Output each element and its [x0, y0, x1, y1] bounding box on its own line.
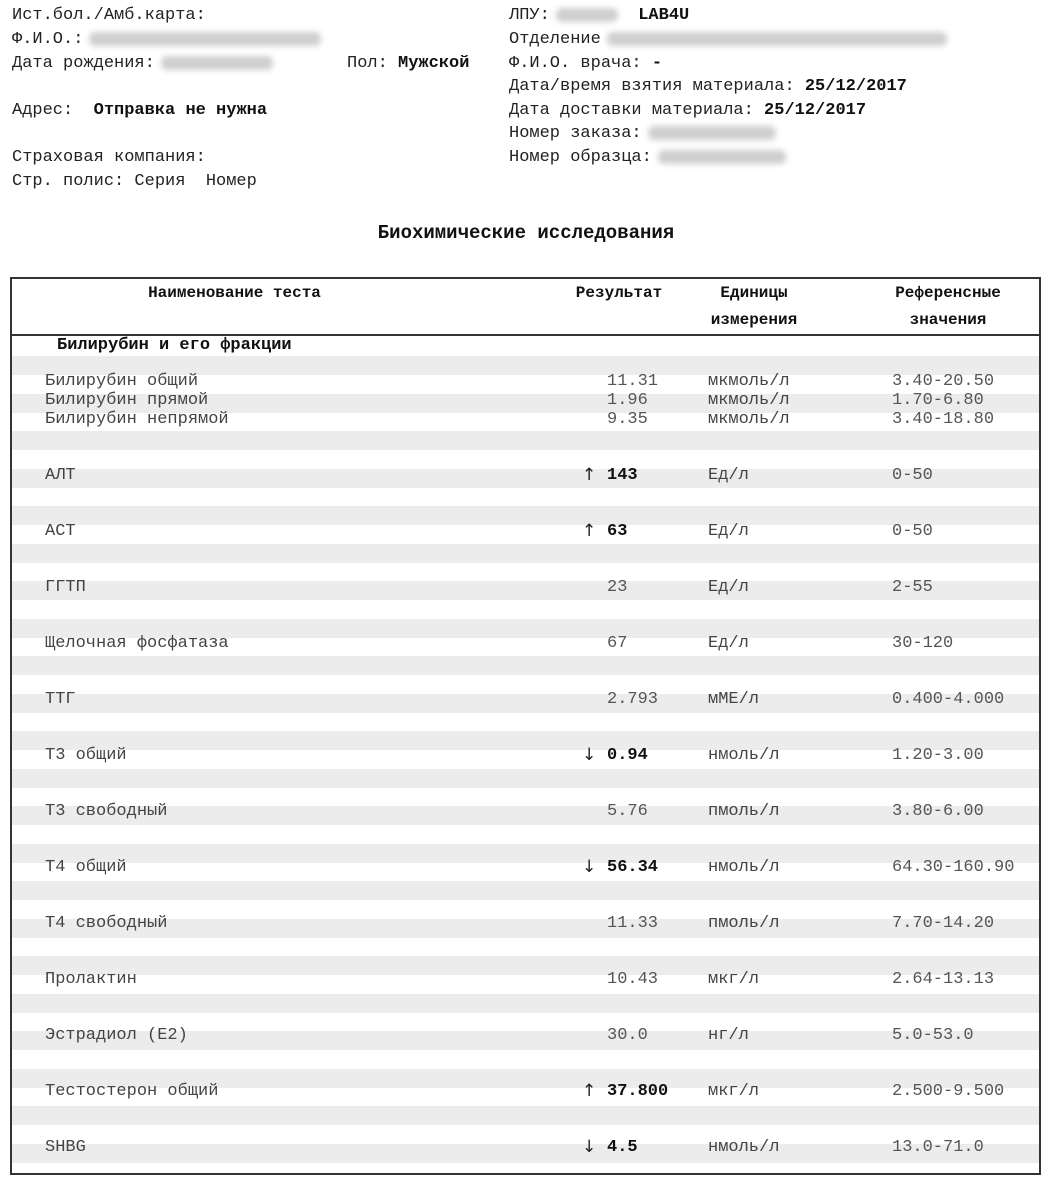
test-result: 2.793	[607, 690, 659, 709]
lpu-line	[509, 4, 689, 28]
collect-label: Дата/время взятия материала:	[509, 77, 795, 96]
insurance-label: Страховая компания:	[12, 148, 206, 167]
test-unit: мкг/л	[708, 1082, 760, 1101]
test-reference: 3.80-6.00	[892, 802, 984, 821]
table-header	[12, 279, 1039, 336]
dob-line	[12, 52, 273, 76]
lpu-value: LAB4U	[638, 6, 690, 25]
table-row	[12, 914, 1039, 933]
order-label: Номер заказа:	[509, 124, 642, 143]
table-row	[12, 522, 1039, 541]
redacted-fio	[89, 32, 321, 46]
sample-line	[509, 146, 786, 170]
test-reference: 3.40-20.50	[892, 372, 995, 391]
test-reference: 5.0-53.0	[892, 1026, 974, 1045]
test-result: 30.0	[607, 1026, 648, 1045]
arrow-up-icon: ↑	[582, 521, 597, 541]
test-unit: нмоль/л	[708, 1138, 780, 1157]
sample-label: Номер образца:	[509, 148, 652, 167]
test-reference: 0.400-4.000	[892, 690, 1005, 709]
test-unit: мкмоль/л	[708, 391, 790, 410]
test-name: Билирубин прямой	[45, 391, 209, 410]
test-reference: 2.500-9.500	[892, 1082, 1005, 1101]
test-unit: мкг/л	[708, 970, 760, 989]
arrow-down-icon: ↓	[582, 857, 597, 877]
table-body	[12, 336, 1039, 1173]
test-name: АСТ	[45, 522, 76, 541]
collect-value: 25/12/2017	[804, 77, 907, 96]
arrow-down-icon: ↓	[582, 745, 597, 765]
order-line	[509, 122, 776, 146]
test-name: Билирубин общий	[45, 372, 199, 391]
col-name-header: Наименование теста	[148, 284, 321, 302]
sex-value: Мужской	[398, 54, 470, 73]
row-stripe	[12, 1106, 1039, 1125]
arrow-up-icon: ↑	[582, 1081, 597, 1101]
table-row	[12, 858, 1039, 877]
history-label: Ист.бол./Амб.карта:	[12, 6, 206, 25]
test-result: 1.96	[607, 391, 648, 410]
test-result: 10.43	[607, 970, 659, 989]
doctor-line	[509, 52, 662, 76]
test-reference: 1.70-6.80	[892, 391, 984, 410]
test-reference: 0-50	[892, 522, 933, 541]
doctor-value: -	[651, 54, 663, 73]
test-result: 56.34	[607, 858, 659, 877]
sex-label: Пол:	[347, 54, 388, 73]
redacted-department	[607, 32, 947, 46]
test-reference: 64.30-160.90	[892, 858, 1015, 877]
results-table	[10, 277, 1041, 1175]
test-result: 0.94	[607, 746, 648, 765]
test-result: 37.800	[607, 1082, 669, 1101]
table-row	[12, 1082, 1039, 1101]
test-result: 143	[607, 466, 638, 485]
arrow-down-icon: ↓	[582, 1137, 597, 1157]
test-unit: пмоль/л	[708, 802, 780, 821]
table-row	[12, 634, 1039, 653]
test-name: Т4 свободный	[45, 914, 168, 933]
dob-label: Дата рождения:	[12, 54, 155, 73]
row-stripe	[12, 431, 1039, 450]
test-reference: 30-120	[892, 634, 954, 653]
test-name: Тестостерон общий	[45, 1082, 219, 1101]
sex-line	[347, 52, 469, 76]
test-unit: Ед/л	[708, 634, 749, 653]
test-result: 11.33	[607, 914, 659, 933]
test-unit: нмоль/л	[708, 746, 780, 765]
redacted-lpu	[556, 8, 618, 22]
address-value: Отправка не нужна	[93, 101, 268, 120]
test-name: Т4 общий	[45, 858, 127, 877]
test-reference: 13.0-71.0	[892, 1138, 984, 1157]
table-row	[12, 391, 1039, 410]
test-unit: нмоль/л	[708, 858, 780, 877]
address-label: Адрес:	[12, 101, 74, 120]
row-stripe	[12, 769, 1039, 788]
fio-label: Ф.И.О.:	[12, 30, 84, 49]
delivery-line	[509, 99, 866, 123]
test-result: 63	[607, 522, 628, 541]
arrow-up-icon: ↑	[582, 465, 597, 485]
test-reference: 1.20-3.00	[892, 746, 984, 765]
row-stripe	[12, 881, 1039, 900]
table-row	[12, 970, 1039, 989]
address-line	[12, 99, 267, 123]
table-row	[12, 802, 1039, 821]
collect-line	[509, 75, 907, 99]
test-reference: 2.64-13.13	[892, 970, 995, 989]
row-stripe	[12, 544, 1039, 563]
test-unit: мкмоль/л	[708, 372, 790, 391]
test-name: ТТГ	[45, 690, 76, 709]
table-row	[12, 1026, 1039, 1045]
row-stripe	[12, 994, 1039, 1013]
col-units-header-1: Единицы	[720, 284, 788, 302]
col-result-header: Результат	[575, 284, 663, 302]
table-row	[12, 690, 1039, 709]
fio-line	[12, 28, 321, 52]
table-row	[12, 466, 1039, 485]
test-reference: 2-55	[892, 578, 933, 597]
test-result: 23	[607, 578, 628, 597]
test-name: Пролактин	[45, 970, 137, 989]
row-stripe	[12, 656, 1039, 675]
policy-label: Стр. полис: Серия Номер	[12, 172, 257, 191]
test-reference: 0-50	[892, 466, 933, 485]
doctor-label: Ф.И.О. врача:	[509, 54, 642, 73]
test-unit: мМЕ/л	[708, 690, 760, 709]
test-name: ГГТП	[45, 578, 86, 597]
table-row	[12, 746, 1039, 765]
table-row	[12, 578, 1039, 597]
redacted-dob	[161, 56, 273, 70]
lpu-label: ЛПУ:	[509, 6, 550, 25]
redacted-order	[648, 126, 776, 140]
test-name: Эстрадиол (Е2)	[45, 1026, 188, 1045]
test-unit: мкмоль/л	[708, 410, 790, 429]
department-label: Отделение	[509, 30, 601, 49]
test-result: 5.76	[607, 802, 648, 821]
col-ref-header-1: Референсные	[895, 284, 1001, 302]
section-bilirubin: Билирубин и его фракции	[57, 336, 292, 355]
test-result: 11.31	[607, 372, 659, 391]
department-line	[509, 28, 947, 52]
test-name: SHBG	[45, 1138, 86, 1157]
table-row	[12, 410, 1039, 429]
delivery-label: Дата доставки материала:	[509, 101, 754, 120]
redacted-sample	[658, 150, 786, 164]
test-result: 4.5	[607, 1138, 638, 1157]
test-result: 67	[607, 634, 628, 653]
test-name: Т3 свободный	[45, 802, 168, 821]
page-title: Биохимические исследования	[377, 222, 675, 244]
col-units-header-2: измерения	[710, 311, 798, 329]
test-reference: 3.40-18.80	[892, 410, 995, 429]
col-ref-header-2: значения	[909, 311, 987, 329]
test-unit: Ед/л	[708, 522, 749, 541]
test-unit: нг/л	[708, 1026, 749, 1045]
test-name: Щелочная фосфатаза	[45, 634, 229, 653]
table-row	[12, 372, 1039, 391]
test-name: АЛТ	[45, 466, 76, 485]
delivery-value: 25/12/2017	[764, 101, 867, 120]
test-unit: пмоль/л	[708, 914, 780, 933]
test-name: Билирубин непрямой	[45, 410, 229, 429]
table-row	[12, 1138, 1039, 1157]
test-unit: Ед/л	[708, 578, 749, 597]
test-result: 9.35	[607, 410, 648, 429]
test-reference: 7.70-14.20	[892, 914, 995, 933]
test-name: Т3 общий	[45, 746, 127, 765]
test-unit: Ед/л	[708, 466, 749, 485]
